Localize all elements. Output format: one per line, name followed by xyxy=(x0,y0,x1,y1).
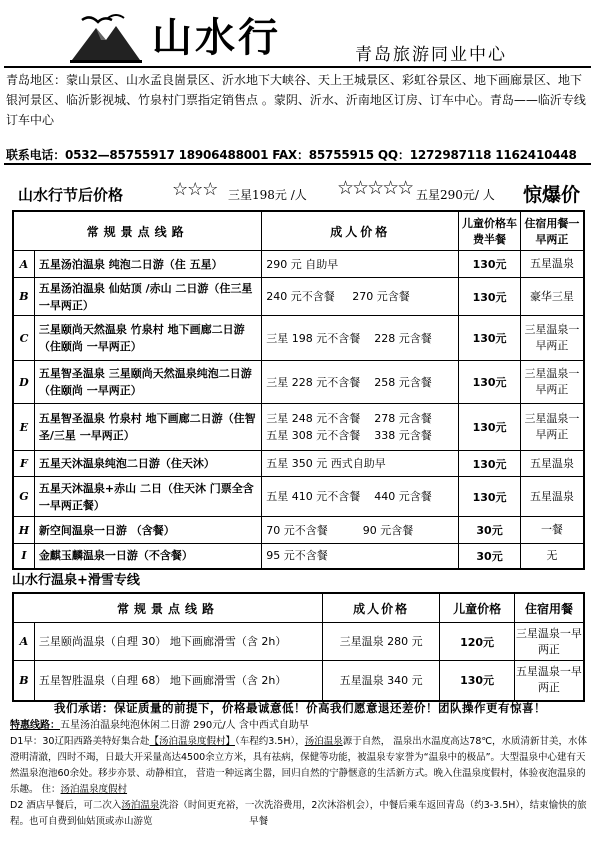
special-label: 特惠线路： xyxy=(10,720,60,731)
d2-c: 洗浴（时间更充裕，一次洗浴费用，2次沐浴机会），中餐后乘车返回青岛（约3-3.5H），结束愉快的旅程。也可自费到仙姑顶或赤山游览 xyxy=(10,800,587,827)
row-adult-price xyxy=(262,477,459,517)
mountain-logo-icon xyxy=(68,12,144,64)
price-1: 三星 248 元不含餐 xyxy=(266,412,361,425)
route-price-table xyxy=(12,210,585,570)
ski-route-table xyxy=(12,592,585,702)
table-row xyxy=(13,361,584,404)
row-child-price: 130元 xyxy=(459,278,521,316)
table-header-row xyxy=(13,211,584,251)
row-letter: B xyxy=(13,278,34,316)
row-stay: 五星温泉 xyxy=(520,451,584,477)
row-route: 五星汤泊温泉 纯泡二日游（住 五星） xyxy=(34,251,261,278)
brand-subtitle: 青岛旅游同业中心 xyxy=(355,45,507,65)
row-letter: G xyxy=(13,477,34,517)
header-adult: 成人价格 xyxy=(322,593,439,623)
intro-text: 青岛地区：蒙山景区、山水孟良崮景区、沂水地下大峡谷、天上王城景区、彩虹谷景区、地下画廊景区、地下银河景区、临沂影视城、竹泉村门票指定销售点 。蒙阴、沂水、沂南地区订房、订车中心。青岛——临沂专线订车中心 xyxy=(6,73,586,127)
price-line-title: 山水行节后价格 xyxy=(18,186,124,204)
row-child-price: 130元 xyxy=(459,316,521,361)
price-3: 五星 308 元不含餐 xyxy=(266,429,361,442)
table-row xyxy=(13,661,584,701)
d1-label: D1早： xyxy=(10,736,43,747)
table-row xyxy=(13,623,584,661)
three-star-price: 三星198元 /人 xyxy=(228,188,307,202)
price-1: 95 元不含餐 xyxy=(266,549,328,563)
row-letter: I xyxy=(13,544,34,569)
table-row xyxy=(13,477,584,517)
table-row xyxy=(13,316,584,361)
row-adult-price xyxy=(262,278,459,316)
header-adult: 成人价格 xyxy=(262,211,459,251)
hot-price-label: 惊爆价 xyxy=(523,184,581,206)
price-1: 五星 410 元不含餐 xyxy=(266,490,361,503)
price-2: 440 元含餐 xyxy=(374,490,432,503)
five-star-price: 五星290元/ 人 xyxy=(416,188,495,202)
row-letter: D xyxy=(13,361,34,404)
price-1: 240 元不含餐 xyxy=(266,290,335,303)
price-1: 五星 350 元 西式自助早 xyxy=(266,457,386,470)
price-1: 三星 198 元不含餐 xyxy=(266,331,361,345)
row-route: 三星颐尚天然温泉 竹泉村 地下画廊二日游 （住颐尚 一早两正） xyxy=(34,316,261,361)
commitment-text: 我们承诺：保证质量的前提下，价格最诚意低！价高我们愿意退还差价！团队操作更有惊喜！ xyxy=(54,701,546,715)
header-route: 常规景点线路 xyxy=(13,211,262,251)
table-row xyxy=(13,404,584,451)
row-route: 五星天沐温泉纯泡二日游（住天沐） xyxy=(34,451,261,477)
price-2: 270 元含餐 xyxy=(352,290,410,303)
row-route: 五星汤泊温泉 仙姑顶 /赤山 二日游（住三星 一早两正） xyxy=(34,278,261,316)
divider xyxy=(4,66,591,68)
row-child-price: 130元 xyxy=(440,661,515,701)
row-letter: A xyxy=(13,251,34,278)
row-child-price: 130元 xyxy=(459,404,521,451)
row-stay: 无 xyxy=(520,544,584,569)
d1-stay: 汤泊温泉度假村 xyxy=(60,784,128,795)
row-letter: E xyxy=(13,404,34,451)
d1-c: 汤泊温泉 xyxy=(304,736,343,747)
row-child-price: 30元 xyxy=(459,544,521,569)
row-adult-price xyxy=(262,251,459,278)
divider xyxy=(4,163,591,165)
special-route xyxy=(10,718,590,734)
row-adult-price xyxy=(262,451,459,477)
header-child: 儿童价格 xyxy=(440,593,515,623)
row-route: 五星智胜温泉（自理 68） 地下画廊滑雪（含 2h） xyxy=(34,661,322,701)
table-row xyxy=(13,251,584,278)
row-adult-price xyxy=(262,544,459,569)
row-stay: 五星温泉一早两正 xyxy=(514,661,584,701)
row-stay: 五星温泉 xyxy=(520,251,584,278)
table-row xyxy=(13,517,584,544)
d1-b: （车程约3.5H）， xyxy=(234,736,305,747)
row-letter: A xyxy=(13,623,34,661)
price-2: 90 元含餐 xyxy=(362,523,414,537)
table-header-row xyxy=(13,593,584,623)
row-stay: 三星温泉一早两正 xyxy=(520,404,584,451)
row-route: 新空间温泉一日游 （含餐） xyxy=(34,517,261,544)
d1-a: 30辽阳西路美特好集合赴 xyxy=(42,736,150,747)
row-child-price: 130元 xyxy=(459,451,521,477)
five-star-icons: ☆☆☆☆☆ xyxy=(337,177,413,199)
row-letter: F xyxy=(13,451,34,477)
row-child-price: 130元 xyxy=(459,251,521,278)
d2-a: D2 酒店早餐后，可二次入 xyxy=(10,800,122,811)
footer xyxy=(10,700,590,830)
header-route: 常规景点线路 xyxy=(13,593,322,623)
row-stay: 三星温泉一早两正 xyxy=(520,361,584,404)
row-letter: C xyxy=(13,316,34,361)
header-child: 儿童价格车费半餐 xyxy=(459,211,521,251)
section-title: 山水行温泉+滑雪专线 xyxy=(12,573,140,588)
price-2: 278 元含餐 xyxy=(374,412,432,425)
price-4: 338 元含餐 xyxy=(374,429,432,442)
price-2: 228 元含餐 xyxy=(374,331,432,345)
row-adult-price xyxy=(262,404,459,451)
d1-d: 源于自然， 温泉出水温度高达78℃，水质清新甘美，水体澄明清澈，四时不竭，日最大开采量高达4500余立方米，具有祛病，保健等功能，被温泉专家誉为“温泉中的极品”。大型温泉中心建有天然温泉泡池60余处。移步亦景、动静相宜， 营造一种远离尘嚣，回归自然的宁静惬意的生活新方式。晚入住温泉度假村，体验夜泡温泉的乐趣。 住： xyxy=(10,736,588,795)
row-adult-price xyxy=(262,517,459,544)
brand-name: 山水行 xyxy=(152,14,281,61)
price-2: 258 元含餐 xyxy=(374,375,432,389)
row-route: 五星智圣温泉 竹泉村 地下画廊二日游（住智圣/三星 一早两正） xyxy=(34,404,261,451)
row-adult-price: 五星温泉 340 元 xyxy=(322,661,439,701)
d2-b: 汤泊温泉 xyxy=(121,800,160,811)
row-letter: B xyxy=(13,661,34,701)
row-child-price: 120元 xyxy=(440,623,515,661)
day1-text xyxy=(10,734,590,798)
row-route: 五星天沐温泉+赤山 二日（住天沐 门票全含 一早两正餐） xyxy=(34,477,261,517)
d1-hotel: 【汤泊温泉度假村】 xyxy=(149,736,235,747)
day2-text xyxy=(10,798,590,830)
row-stay: 豪华三星 xyxy=(520,278,584,316)
table-row xyxy=(13,451,584,477)
table-row xyxy=(13,544,584,569)
header-stay: 住宿用餐 xyxy=(514,593,584,623)
row-child-price: 30元 xyxy=(459,517,521,544)
row-stay: 五星温泉 xyxy=(520,477,584,517)
row-stay: 三星温泉一早两正 xyxy=(520,316,584,361)
d2-meal: 早餐 xyxy=(249,816,269,827)
row-stay: 一餐 xyxy=(520,517,584,544)
price-1: 三星 228 元不含餐 xyxy=(266,375,361,389)
row-child-price: 130元 xyxy=(459,361,521,404)
row-child-price: 130元 xyxy=(459,477,521,517)
price-1: 290 元 自助早 xyxy=(266,257,339,271)
row-route: 金麒玉麟温泉一日游（不含餐） xyxy=(34,544,261,569)
price-1: 70 元不含餐 xyxy=(266,523,328,537)
row-adult-price xyxy=(262,361,459,404)
row-adult-price xyxy=(262,316,459,361)
three-star-icons: ☆☆☆ xyxy=(172,179,218,200)
contact-line: 联系电话：0532—85755917 18906488001 FAX：85755915 QQ：1272987118 1162410448 xyxy=(6,148,577,162)
row-stay: 三星温泉一早两正 xyxy=(514,623,584,661)
row-route: 五星智圣温泉 三星颐尚天然温泉纯泡二日游 （住颐尚 一早两正） xyxy=(34,361,261,404)
row-adult-price: 三星温泉 280 元 xyxy=(322,623,439,661)
row-route: 三星颐尚温泉（自理 30） 地下画廊滑雪（含 2h） xyxy=(34,623,322,661)
table-row xyxy=(13,278,584,316)
header-stay: 住宿用餐一早两正 xyxy=(520,211,584,251)
price-line xyxy=(18,178,593,204)
row-letter: H xyxy=(13,517,34,544)
special-text: 五星汤泊温泉纯泡休闲二日游 290元/人 含中西式自助早 xyxy=(60,720,309,731)
